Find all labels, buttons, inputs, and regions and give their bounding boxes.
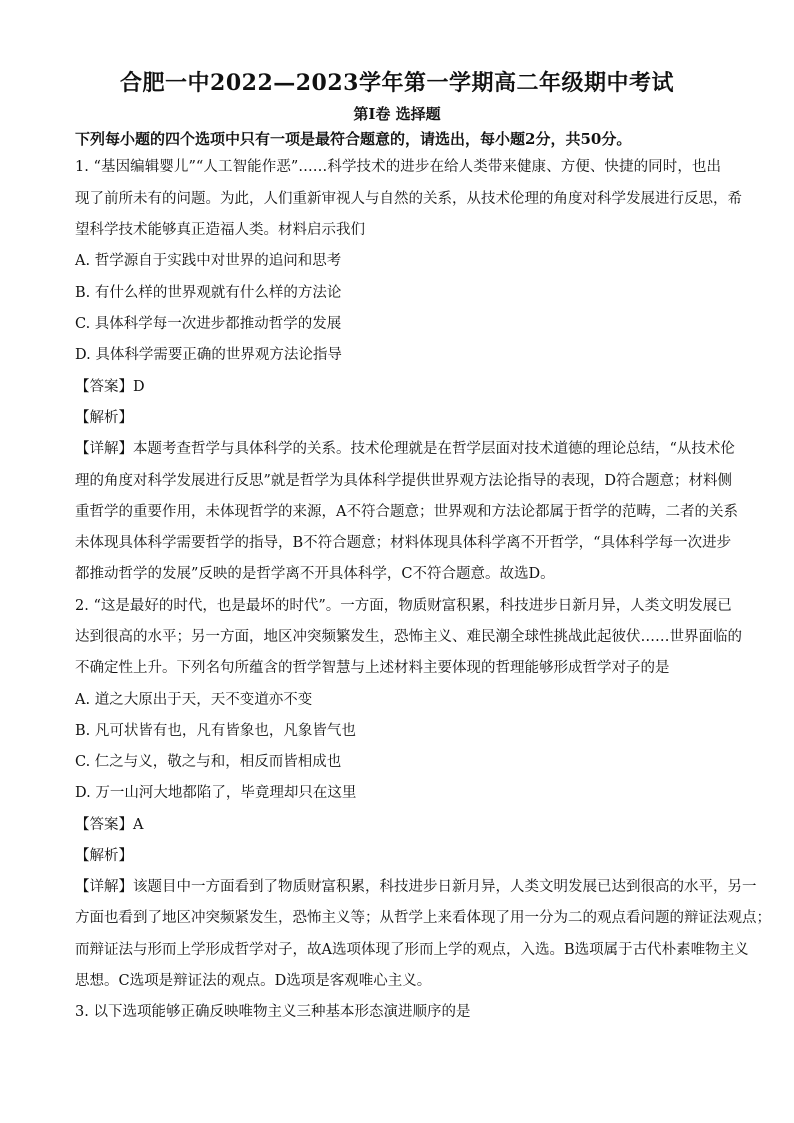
- q1-option-b: B. 有什么样的世界观就有什么样的方法论: [75, 285, 342, 301]
- section-subtitle: 第Ⅰ卷 选择题: [353, 105, 441, 123]
- q1-detail-line: 重哲学的重要作用，未体现哲学的来源，A不符合题意；世界观和方法论都属于哲学的范畴，二者的关系: [75, 504, 738, 520]
- page-title: 合肥一中2022—2023学年第一学期高二年级期中考试: [120, 70, 674, 96]
- q2-option-a: A. 道之大原出于天，天不变道亦不变: [75, 692, 313, 708]
- q2-option-c: C. 仁之与义，敬之与和，相反而皆相成也: [75, 754, 342, 770]
- section-instruction: 下列每小题的四个选项中只有一项是最符合题意的，请选出，每小题2分，共50分。: [75, 130, 632, 148]
- q1-stem-line: 望科学技术能够真正造福人类。材料启示我们: [75, 222, 365, 238]
- q2-stem-line: 不确定性上升。下列名句所蕴含的哲学智慧与上述材料主要体现的哲理能够形成哲学对子的是: [75, 660, 670, 676]
- q2-option-b: B. 凡可状皆有也，凡有皆象也，凡象皆气也: [75, 723, 356, 739]
- q1-detail-line: 都推动哲学的发展”反映的是哲学离不开具体科学，C不符合题意。故选D。: [75, 566, 555, 582]
- q1-detail-line: 【详解】本题考查哲学与具体科学的关系。技术伦理就是在哲学层面对技术道德的理论总结，“从技术伦: [75, 441, 735, 457]
- q1-option-a: A. 哲学源自于实践中对世界的追问和思考: [75, 253, 342, 269]
- q1-option-d: D. 具体科学需要正确的世界观方法论指导: [75, 347, 342, 363]
- q2-detail-line: 【详解】该题目中一方面看到了物质财富积累，科技进步日新月异，人类文明发展已达到很高的水平，另一: [75, 879, 757, 895]
- q2-stem-line: 2. “这是最好的时代，也是最坏的时代”。一方面，物质财富积累，科技进步日新月异，人类文明发展已: [75, 598, 732, 614]
- q1-stem-line: 1. “基因编辑婴儿”“人工智能作恶”……科学技术的进步在给人类带来健康、方便、快捷的同时，也出: [75, 159, 721, 175]
- q3-stem-line: 3. 以下选项能够正确反映唯物主义三种基本形态演进顺序的是: [75, 1004, 471, 1020]
- q2-detail-line: 思想。C选项是辩证法的观点。D选项是客观唯心主义。: [75, 973, 432, 989]
- q1-analysis-label: 【解析】: [75, 410, 133, 426]
- q2-detail-line: 而辩证法与形而上学形成哲学对子，故A选项体现了形而上学的观点，入选。B选项属于古代朴素唯物主义: [75, 942, 749, 958]
- q2-detail-line: 方面也看到了地区冲突频紧发生，恐怖主义等；从哲学上来看体现了用一分为二的观点看问题的辩证法观点；: [75, 910, 771, 926]
- q2-answer: 【答案】A: [75, 817, 144, 833]
- q2-option-d: D. 万一山河大地都陷了，毕竟理却只在这里: [75, 785, 357, 801]
- q1-detail-line: 未体现具体科学需要哲学的指导，B不符合题意；材料体现具体科学离不开哲学，“具体科学每一次进步: [75, 535, 732, 551]
- q2-analysis-label: 【解析】: [75, 848, 133, 864]
- q1-answer: 【答案】D: [75, 379, 145, 395]
- q1-detail-line: 理的角度对科学发展进行反思”就是哲学为具体科学提供世界观方法论指导的表现，D符合题意；材料侧: [75, 473, 733, 489]
- q1-option-c: C. 具体科学每一次进步都推动哲学的发展: [75, 316, 342, 332]
- q2-stem-line: 达到很高的水平；另一方面，地区冲突频繁发生，恐怖主义、难民潮全球性挑战此起彼伏……世界面临的: [75, 629, 742, 645]
- q1-stem-line: 现了前所未有的问题。为此，人们重新审视人与自然的关系，从技术伦理的角度对科学发展进行反思，希: [75, 191, 742, 207]
